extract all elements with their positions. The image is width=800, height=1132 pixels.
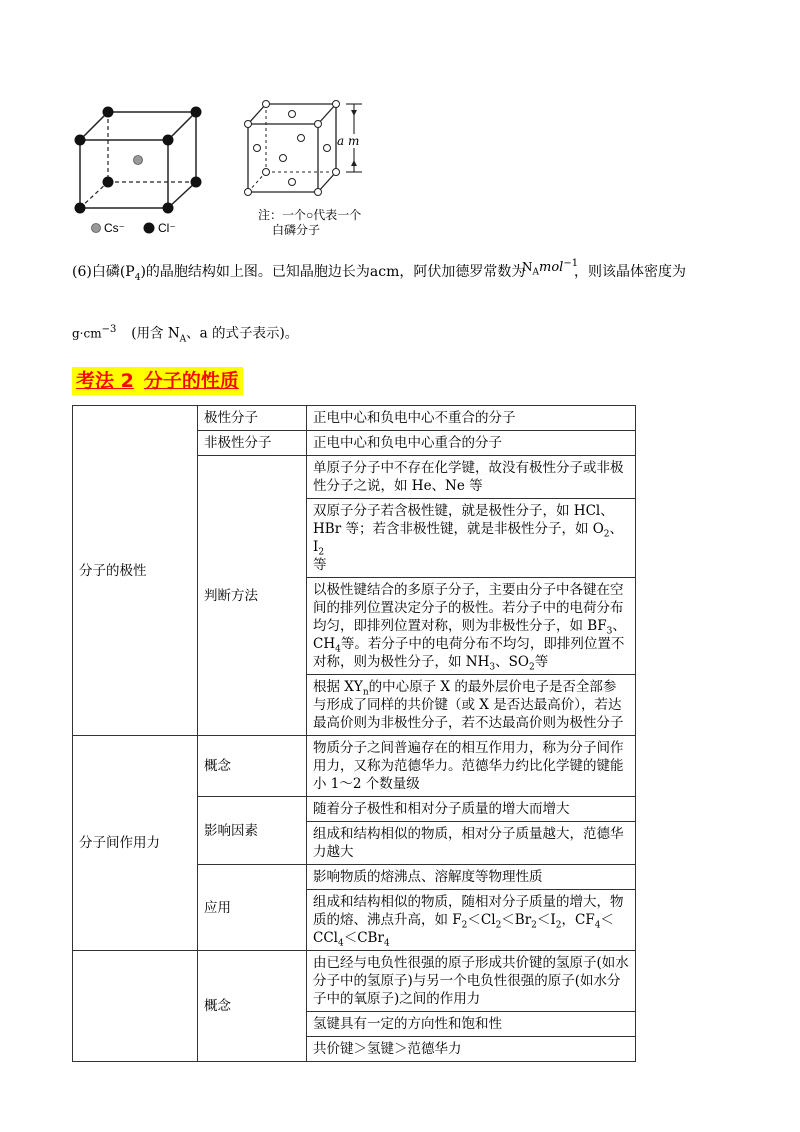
na-expression: $N_Amol^{-1}$ bbox=[522, 258, 579, 278]
cs-legend-label: Cs⁻ bbox=[104, 221, 125, 235]
hbond-comparison: 共价键＞氢键＞范德华力 bbox=[307, 1037, 636, 1062]
judge-rule-polyatomic: 以极性键结合的多原子分子，主要由分子中各键在空间的排列位置决定分子的极性。若分子中的电荷分布均匀，即排列位置对称，则为非极性分子，如 $BF_3$、$CH_4$等。若分子中的电荷分布不均匀，即排列位置不对称，则为极性分子，如 $NH_3$、$SO_2$等 bbox=[307, 578, 636, 675]
vdw-factor-1: 随着分子极性和相对分子质量的增大而增大 bbox=[307, 797, 636, 822]
polar-molecule-label: 极性分子 bbox=[198, 406, 307, 431]
judge-rule-monatomic: 单原子分子中不存在化学键，故没有极性分子或非极性分子之说，如 He、Ne 等 bbox=[307, 456, 636, 499]
vdw-factors-label: 影响因素 bbox=[198, 797, 307, 865]
vdw-concept-label: 概念 bbox=[198, 736, 307, 797]
molecular-properties-table bbox=[72, 405, 636, 1062]
hbond-concept-label: 概念 bbox=[198, 951, 307, 1062]
vdw-factor-2: 组成和结构相似的物质，相对分子质量越大，范德华力越大 bbox=[307, 822, 636, 865]
judge-rule-diatomic: 双原子分子若含极性键，就是极性分子，如 HCl、HBr 等；若含非极性键，就是非极性分子，如 $O_2$、$I_2$ 等 bbox=[307, 499, 636, 578]
question-line1: (6)白磷$(P_4)$的晶胞结构如上图。已知晶胞边长为acm，阿伏加德罗常数为 bbox=[72, 264, 526, 283]
p4-side-label: a m bbox=[337, 134, 360, 148]
cl-legend-icon bbox=[143, 222, 155, 234]
question-line2: $g\cdot cm^{-3}$ (用含 $N_A$、a 的式子表示)。 bbox=[72, 324, 299, 345]
nonpolar-molecule-desc: 正电中心和负电中心重合的分子 bbox=[307, 431, 636, 456]
vdw-application-1: 影响物质的熔沸点、溶解度等物理性质 bbox=[307, 865, 636, 890]
hbond-concept-desc: 由已经与电负性很强的原子形成共价键的氢原子(如水分子中的氢原子)与另一个电负性很强的原子(如水分子中的氧原子)之间的作用力 bbox=[307, 951, 636, 1012]
question-line1-tail: ，则该晶体密度为 bbox=[574, 264, 686, 280]
cl-legend-label: Cl⁻ bbox=[158, 221, 176, 235]
polar-molecule-desc: 正电中心和负电中心不重合的分子 bbox=[307, 406, 636, 431]
hbond-property: 氢键具有一定的方向性和饱和性 bbox=[307, 1012, 636, 1037]
p4-note-line1: 注：一个○代表一个 bbox=[258, 208, 362, 222]
hbond-category bbox=[73, 951, 198, 1062]
nonpolar-molecule-label: 非极性分子 bbox=[198, 431, 307, 456]
section-heading: 考法 2 分子的性质 bbox=[72, 367, 243, 395]
cscl-unit-cell-figure bbox=[68, 100, 218, 240]
polarity-category: 分子的极性 bbox=[73, 406, 198, 736]
p4-note-line2: 白磷分子 bbox=[272, 223, 321, 237]
cs-ion bbox=[134, 156, 143, 165]
judge-rule-xyn: 根据 $XY_n$的中心原子 X 的最外层价电子是否全部参与形成了同样的共价键（或 X 是否达最高价），若达最高价则为非极性分子，若不达最高价则为极性分子 bbox=[307, 675, 636, 736]
judge-method-label: 判断方法 bbox=[198, 456, 307, 736]
vdw-concept-desc: 物质分子之间普遍存在的相互作用力，称为分子间作用力，又称为范德华力。范德华力约比化学键的键能小 1～2 个数量级 bbox=[307, 736, 636, 797]
p4-unit-cell-figure bbox=[238, 94, 368, 206]
cs-legend-icon bbox=[90, 222, 102, 234]
intermolecular-category: 分子间作用力 bbox=[73, 736, 198, 951]
vdw-application-2: 组成和结构相似的物质，随相对分子质量的增大，物质的熔、沸点升高，如 $F_2<Cl_2<Br_2<I_2$，$CF_4<CCl_4<CBr_4$ bbox=[307, 890, 636, 951]
p4-molecules bbox=[245, 101, 340, 196]
vdw-application-label: 应用 bbox=[198, 865, 307, 951]
